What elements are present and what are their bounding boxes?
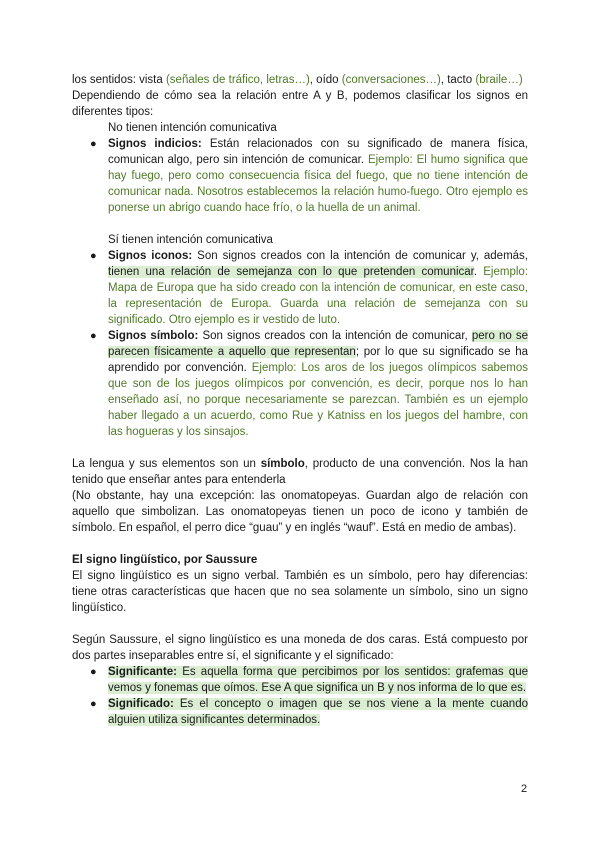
bold-term: símbolo xyxy=(260,458,305,470)
list-item-indicios xyxy=(72,136,528,216)
intro-text: los sentidos: vista xyxy=(72,74,166,86)
example-oido: (conversaciones…) xyxy=(341,74,441,86)
term-label: Significante: xyxy=(108,666,178,678)
body-text: , producto de una convención. Nos la han tenido que enseñar antes para entenderla xyxy=(72,458,528,486)
bullet-icon: ● xyxy=(90,330,97,342)
si-intention-list xyxy=(72,248,528,440)
term-definition: Son signos creados con la intención de comunicar y, además, xyxy=(192,250,528,262)
bullet-icon: ● xyxy=(90,666,97,678)
section-heading: El signo lingüístico, por Saussure xyxy=(72,554,258,566)
example-vista: (señales de tráfico, letras…) xyxy=(165,74,310,86)
no-intention-subheading: No tienen intención comunicativa xyxy=(108,122,277,134)
saussure-list xyxy=(72,664,528,728)
page-number: 2 xyxy=(521,783,528,795)
lengua-paragraph xyxy=(72,456,528,488)
term-label: Signos indicios: xyxy=(108,138,202,150)
term-definition: Son signos creados con la intención de comunicar, xyxy=(198,330,472,342)
term-definition: Están relacionados con su significado de manera física, comunican algo, pero sin intención de comunicar. xyxy=(108,138,528,166)
term-label: Signos símbolo: xyxy=(108,330,199,342)
list-item-significado xyxy=(72,696,528,728)
term-definition: Es aquella forma que percibimos por los sentidos: grafemas que vemos y fonemas que oímos. Ese A que significa un B y nos informa de lo que es. xyxy=(108,666,528,694)
term-definition: ; por lo que su significado se ha aprendido por convención. xyxy=(108,346,528,374)
term-label: Signos iconos: xyxy=(108,250,193,262)
highlighted-text: pero no se parecen físicamente a aquello que representan xyxy=(108,330,528,358)
intro-text: , oído xyxy=(309,74,342,86)
signo-paragraph: El signo lingüístico es un signo verbal. También es un símbolo, pero hay diferencias: tiene otras características que hacen que no sea solamente un símbolo, sino un signo lingüístico. xyxy=(72,570,528,614)
bullet-icon: ● xyxy=(90,698,97,710)
term-example: Ejemplo: Los aros de los juegos olímpicos sabemos que son de los juegos olímpicos por convención, es decir, porque nos lo han enseñado así, no porque necesariamente se parezcan. También es un ejemplo haber llegado a un acuerdo, como Rue y Katniss en los juegos del hambre, con las hogueras y los sinsajos. xyxy=(108,362,528,438)
body-text: La lengua y sus elementos son un xyxy=(72,458,261,470)
intro-text: , tacto xyxy=(440,74,476,86)
onomatopeyas-paragraph: (No obstante, hay una excepción: las onomatopeyas. Guardan algo de relación con aquello que simbolizan. Las onomatopeyas tienen un poco de icono y también de símbolo. En español, el perro dice “guau” y en inglés “wauf”. Está en medio de ambas). xyxy=(72,490,528,534)
highlighted-text: tienen una relación de semejanza con lo que pretenden comunicar xyxy=(108,266,474,278)
bullet-icon: ● xyxy=(90,138,97,150)
classify-paragraph: Dependiendo de cómo sea la relación entre A y B, podemos clasificar los signos en diferentes tipos: xyxy=(72,90,528,118)
term-example: Ejemplo: Mapa de Europa que ha sido creado con la intención de comunicar, en este caso, la representación de Europa. Guarda una relación de semejanza con su significado. Otro ejemplo es ir vestido de luto. xyxy=(108,266,529,326)
term-example: Ejemplo: El humo significa que hay fuego, pero como consecuencia física del fuego, que no tiene intención de comunicar nada. Nosotros establecemos la relación humo-fuego. Otro ejemplo es ponerse un abrigo cuando hace frío, o la huella de un animal. xyxy=(108,154,528,214)
intro-paragraph xyxy=(72,72,528,88)
document-page xyxy=(72,72,528,728)
list-item-iconos xyxy=(72,248,528,328)
term-definition: . xyxy=(473,266,484,278)
saussure-paragraph: Según Saussure, el signo lingüístico es una moneda de dos caras. Está compuesto por dos partes inseparables entre sí, el significante y el significado: xyxy=(72,634,528,662)
term-label: Significado: xyxy=(108,698,174,710)
term-definition: Es el concepto o imagen que se nos viene a la mente cuando alguien utiliza significantes determinados. xyxy=(108,698,528,726)
list-item-significante xyxy=(72,664,528,696)
bullet-icon: ● xyxy=(90,250,97,262)
si-intention-subheading: Sí tienen intención comunicativa xyxy=(108,234,273,246)
no-intention-list xyxy=(72,136,528,216)
example-tacto: (braile…) xyxy=(475,74,523,86)
list-item-simbolo xyxy=(72,328,528,440)
